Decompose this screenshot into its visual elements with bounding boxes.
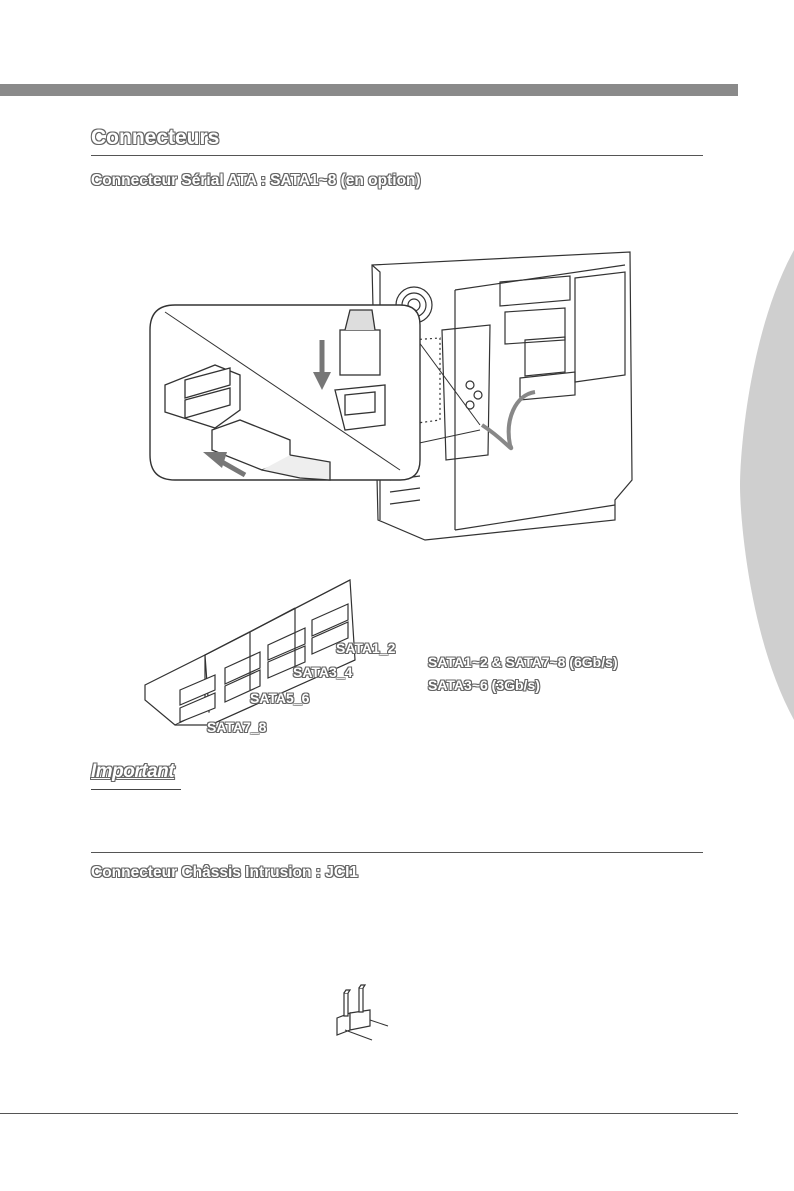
sata-speed-3gb: SATA3~6 (3Gb/s)	[428, 677, 540, 693]
sata-speed-6gb: SATA1~2 & SATA7~8 (6Gb/s)	[428, 654, 618, 670]
port-label-sata7-8: SATA7_8	[207, 719, 267, 735]
port-label-sata1-2: SATA1_2	[336, 640, 396, 656]
port-label-sata5-6: SATA5_6	[250, 690, 310, 706]
sata-heading: Connecteur Sérial ATA : SATA1~8 (en option)	[91, 172, 421, 189]
footer-rule	[0, 1113, 738, 1114]
jci-heading: Connecteur Châssis Intrusion : JCI1	[91, 864, 358, 881]
port-label-sata3-4: SATA3_4	[293, 664, 353, 680]
important-label: Important	[91, 761, 175, 782]
page-title: Connecteurs	[91, 126, 220, 149]
